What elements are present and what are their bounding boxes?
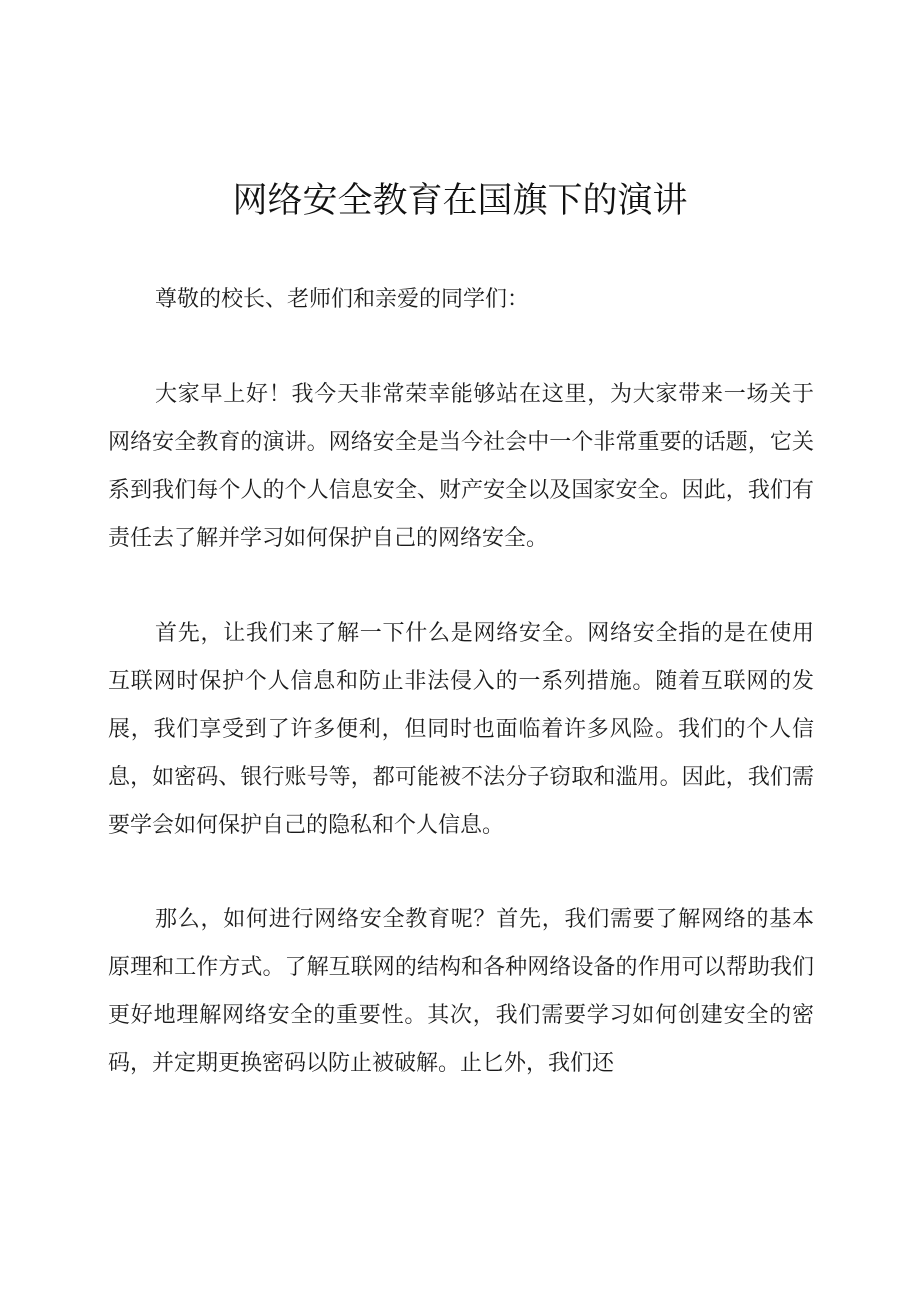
body-paragraph-2: 首先，让我们来了解一下什么是网络安全。网络安全指的是在使用互联网时保护个人信息和防止非法侵入的一系列措施。随着互联网的发展，我们享受到了许多便利，但同时也面临着许多风险。我们的个人信息，如密码、银行账号等，都可能被不法分子窃取和滥用。因此，我们需要学会如何保护自己的隐私和个人信息。 [108,621,814,838]
body-paragraph-3: 那么，如何进行网络安全教育呢？首先，我们需要了解网络的基本原理和工作方式。了解互联网的结构和各种网络设备的作用可以帮助我们更好地理解网络安全的重要性。其次，我们需要学习如何创建安全的密码，并定期更换密码以防止被破解。止匕外，我们还 [108,907,814,1076]
body-paragraph-1: 大家早上好！我今天非常荣幸能够站在这里，为大家带来一场关于网络安全教育的演讲。网络安全是当今社会中一个非常重要的话题，它关系到我们每个人的个人信息安全、财产安全以及国家安全。因此，我们有责任去了解并学习如何保护自己的网络安全。 [108,382,814,551]
document-title: 网络安全教育在国旗下的演讲 [232,181,688,221]
greeting-paragraph: 尊敬的校长、老师们和亲爱的同学们： [155,287,530,312]
